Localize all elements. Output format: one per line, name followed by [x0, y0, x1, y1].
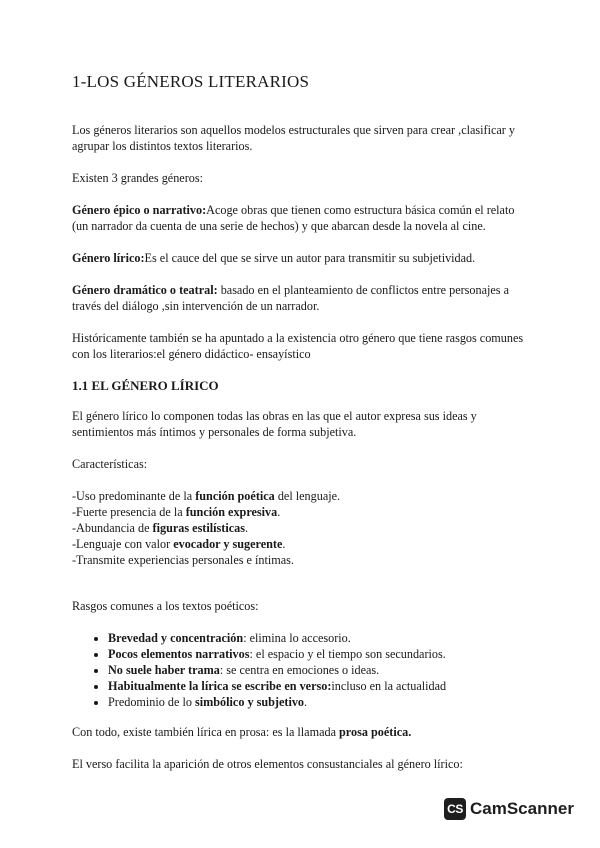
- characteristic-item: -Lenguaje con valor evocador y sugerente.: [72, 537, 286, 551]
- prose-paragraph: Con todo, existe también lírica en prosa: es la llamada prosa poética.: [72, 725, 412, 739]
- genre-epic: [72, 202, 532, 234]
- trait-item: • Brevedad y concentración: elimina lo accesorio.: [108, 630, 532, 646]
- historic-paragraph: Históricamente también se ha apuntado a la existencia otro género que tiene rasgos comunes con los literarios:el género didáctico- ensayístico: [72, 331, 524, 361]
- characteristic-item: -Fuerte presencia de la función expresiva.: [72, 505, 281, 519]
- trait-item: • No suele haber trama: se centra en emociones o ideas.: [108, 662, 532, 678]
- trait-item: • Predominio de lo simbólico y subjetivo.: [108, 694, 532, 710]
- camscanner-watermark: [444, 798, 574, 820]
- genre-text: Acoge obras que tienen como estructura básica común el relato (un narrador da cuenta de una serie de hechos) y que abarcan desde la novela al cine.: [72, 203, 515, 233]
- camscanner-text: CamScanner: [470, 799, 574, 818]
- page-title: 1-LOS GÉNEROS LITERARIOS: [72, 72, 310, 91]
- section-heading: 1.1 EL GÉNERO LÍRICO: [72, 378, 219, 393]
- traits-title: Rasgos comunes a los textos poéticos:: [72, 599, 259, 613]
- characteristics-list: [72, 488, 532, 568]
- intro-paragraph: Los géneros literarios son aquellos modelos estructurales que sirven para crear ,clasificar y agrupar los distintos textos literarios.: [72, 123, 515, 153]
- characteristic-item: -Transmite experiencias personales e íntimas.: [72, 553, 294, 567]
- genre-text: basado en el planteamiento de conflictos entre personajes a través del diálogo ,sin intervención de un narrador.: [72, 283, 510, 313]
- trait-item: • Habitualmente la lírica se escribe en verso:incluso en la actualidad: [108, 678, 532, 694]
- verse-paragraph: El verso facilita la aparición de otros elementos consustanciales al género lírico:: [72, 757, 463, 771]
- genre-lyric: [72, 250, 532, 266]
- lyric-definition: El género lírico lo componen todas las obras en las que el autor expresa sus ideas y sentimientos más íntimos y personales de forma subjetiva.: [72, 409, 477, 439]
- genre-label: Género dramático o teatral:: [72, 283, 218, 297]
- genre-text: Es el cauce del que se sirve un autor para transmitir su subjetividad.: [144, 251, 476, 265]
- characteristic-item: -Abundancia de figuras estilísticas.: [72, 521, 249, 535]
- genre-label: Género épico o narrativo:: [72, 203, 207, 217]
- document-page: [72, 72, 532, 788]
- characteristic-item: -Uso predominante de la función poética del lenguaje.: [72, 489, 341, 503]
- genre-drama: [72, 282, 532, 314]
- genre-label: Género lírico:: [72, 251, 145, 265]
- camscanner-logo-icon: CS: [444, 798, 466, 820]
- trait-item: • Pocos elementos narrativos: el espacio y el tiempo son secundarios.: [108, 646, 532, 662]
- traits-list: [72, 630, 532, 710]
- characteristics-title: Características:: [72, 457, 148, 471]
- genres-intro: Existen 3 grandes géneros:: [72, 171, 203, 185]
